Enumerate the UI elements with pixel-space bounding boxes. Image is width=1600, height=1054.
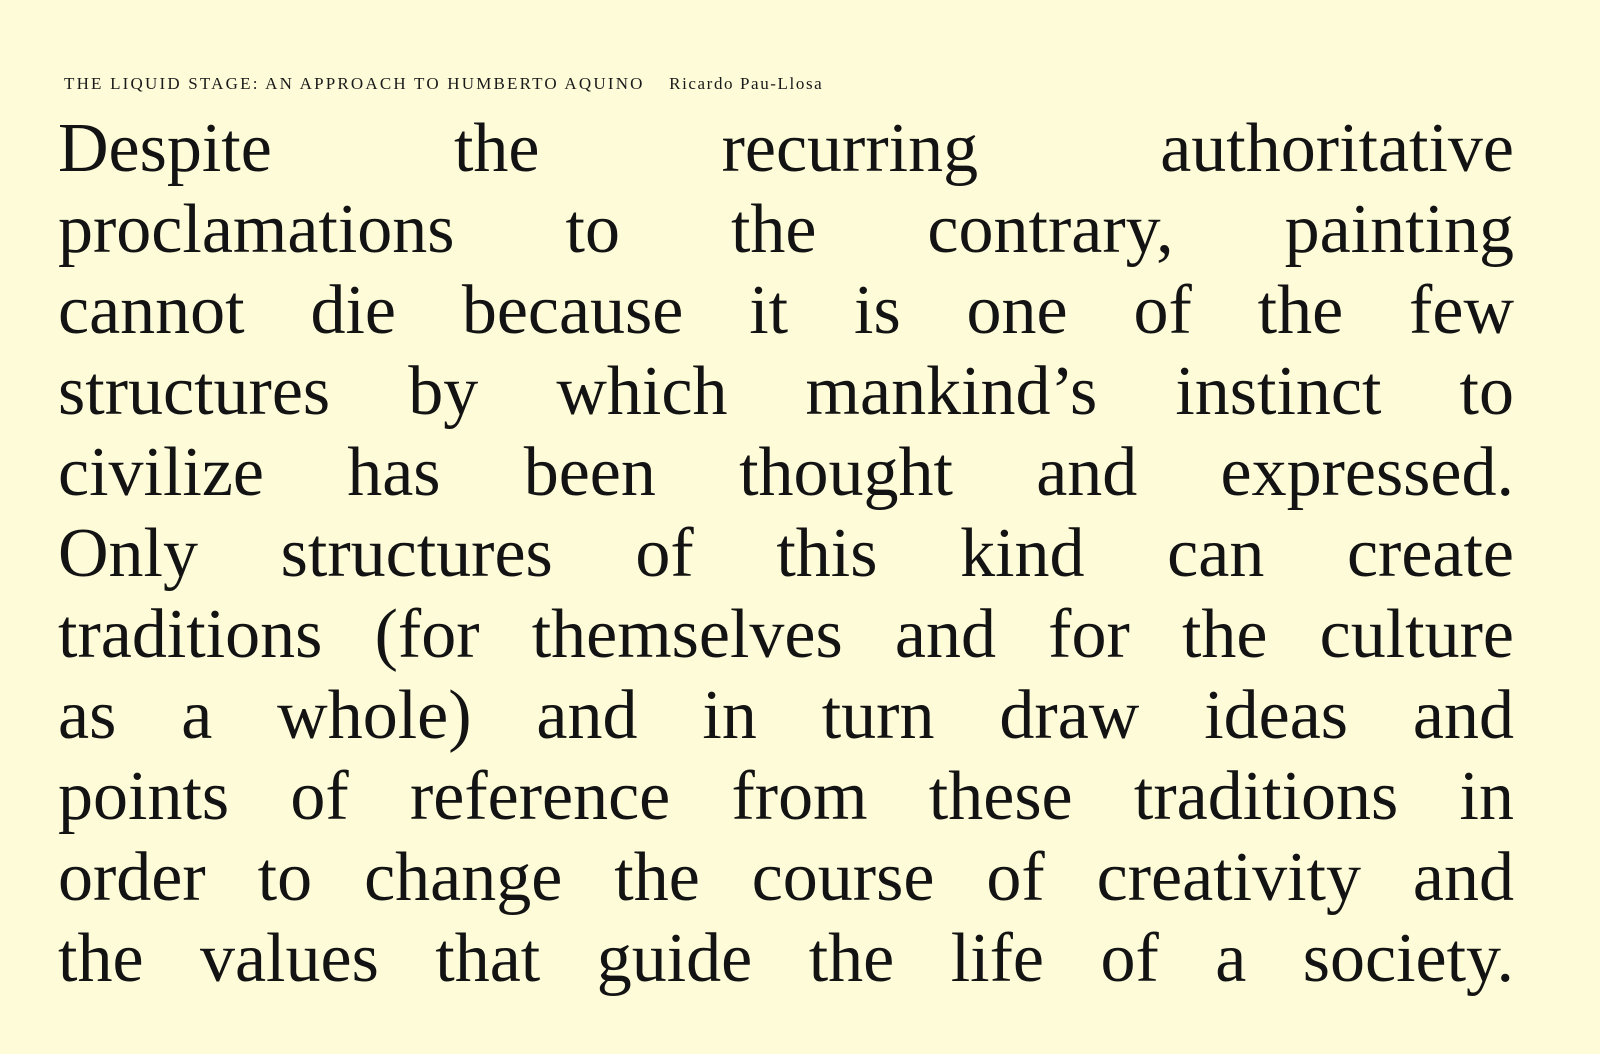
text-line: structures by which mankind’s instinct to: [58, 353, 1514, 430]
text-line: traditions (for themselves and for the culture: [58, 596, 1514, 673]
text-line: Only structures of this kind can create: [58, 515, 1514, 592]
text-line: civilize has been thought and expressed.: [58, 434, 1514, 511]
text-line: Despite the recurring authoritative: [58, 110, 1514, 187]
running-head-author: Ricardo Pau-Llosa: [669, 74, 824, 93]
text-line: proclamations to the contrary, painting: [58, 191, 1514, 268]
text-line: points of reference from these traditions in: [58, 758, 1514, 835]
body-paragraph: [58, 108, 1514, 999]
running-head-title: THE LIQUID STAGE: AN APPROACH TO HUMBERTO AQUINO: [64, 74, 645, 93]
text-line: cannot die because it is one of the few: [58, 272, 1514, 349]
text-line: order to change the course of creativity and: [58, 839, 1514, 916]
text-line: as a whole) and in turn draw ideas and: [58, 677, 1514, 754]
text-line: the values that guide the life of a society.: [58, 920, 1514, 997]
running-head: [64, 74, 823, 94]
